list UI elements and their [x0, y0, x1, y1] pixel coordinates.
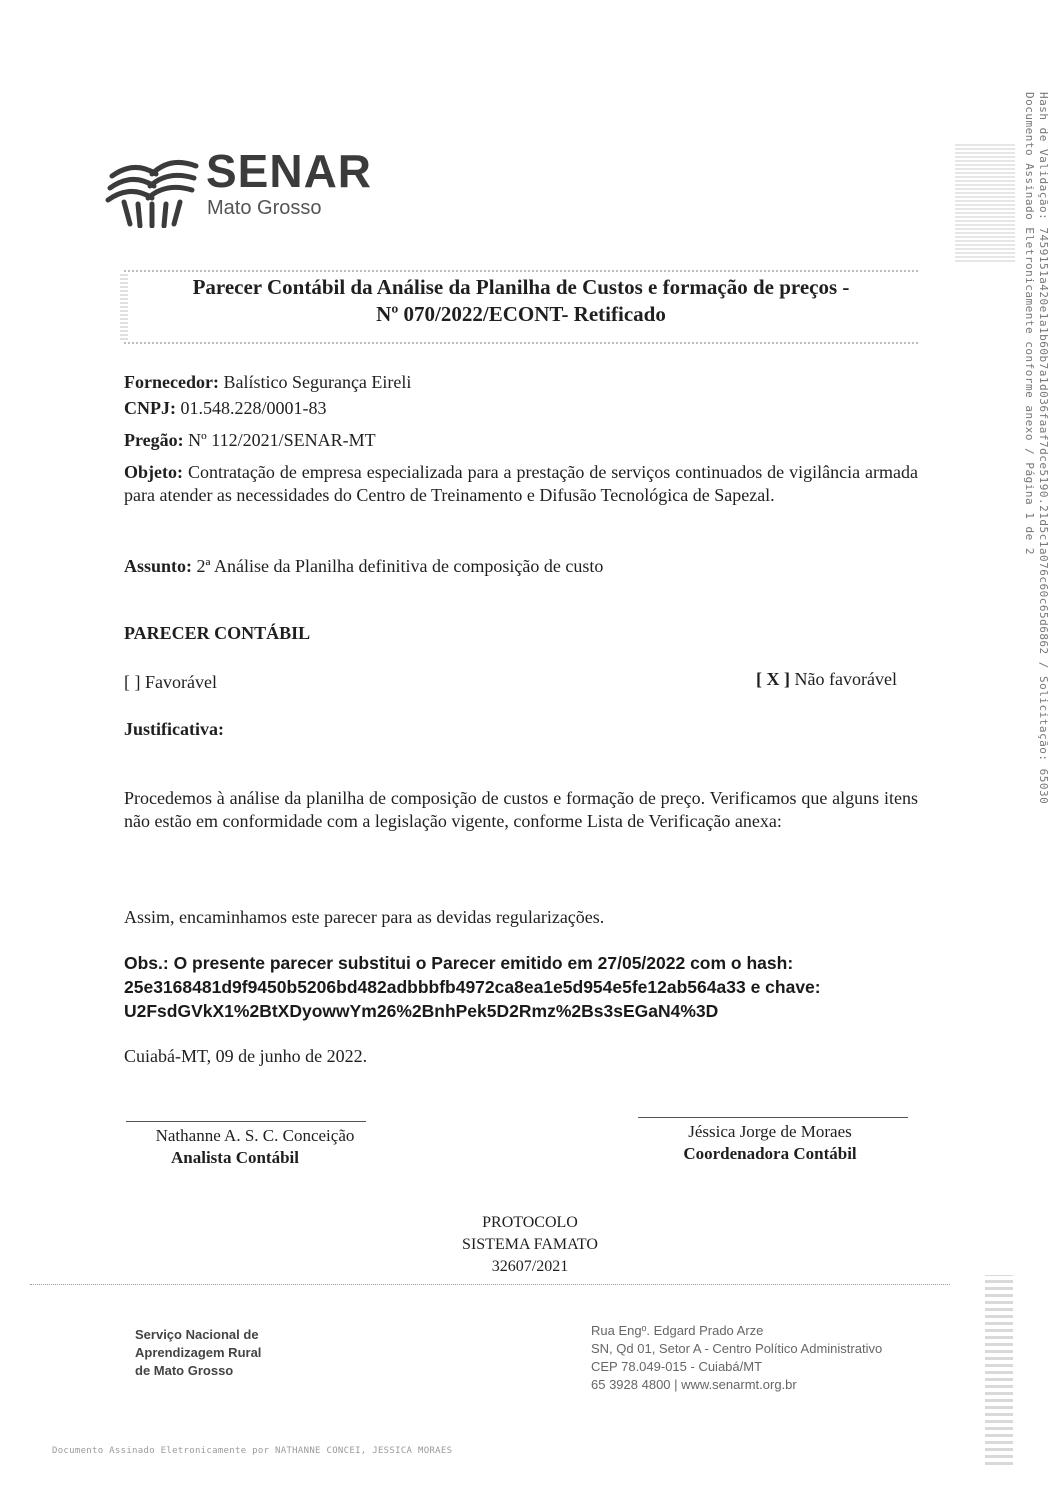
observation-block	[124, 951, 918, 1023]
footer-addr-line-3: CEP 78.049-015 - Cuiabá/MT	[591, 1359, 763, 1374]
signature-role-2: Coordenadora Contábil	[683, 1144, 857, 1163]
obs-line-3: U2FsdGVkX1%2BtXDyowwYm26%2BnhPek5D2Rmz%2Bs3sEGaN4%3D	[124, 1001, 719, 1021]
obs-line-1: Obs.: O presente parecer substitui o Parecer emitido em 27/05/2022 com o hash:	[124, 953, 794, 973]
footer-org-line-3: de Mato Grosso	[135, 1363, 234, 1378]
footer-addr-line-4: 65 3928 4800 | www.senarmt.org.br	[591, 1377, 797, 1392]
fornecedor-value: Balístico Segurança Eireli	[223, 372, 412, 392]
field-cnpj	[124, 397, 327, 420]
cnpj-value: 01.548.228/0001-83	[180, 398, 327, 418]
nao-favoravel-label: Não favorável	[794, 669, 897, 689]
option-favoravel: [ ] Favorável	[124, 672, 217, 692]
field-fornecedor	[124, 371, 411, 394]
footer-addr-line-2: SN, Qd 01, Setor A - Centro Político Administrativo	[591, 1341, 883, 1356]
signature-role-1: Analista Contábil	[171, 1148, 299, 1167]
protocol-line-2: SISTEMA FAMATO	[462, 1236, 598, 1253]
objeto-label: Objeto:	[124, 462, 183, 482]
validation-stamp	[1022, 92, 1050, 804]
footer-divider	[30, 1284, 950, 1285]
assunto-value: 2ª Análise da Planilha definitiva de composição de custo	[196, 556, 604, 576]
footer-org-line-2: Aprendizagem Rural	[135, 1345, 262, 1360]
field-pregao	[124, 429, 376, 452]
footer-address	[591, 1322, 882, 1394]
justificativa-paragraph-1: Procedemos à análise da planilha de composição de custos e formação de preço. Verificamos que alguns itens não estão em conformidade com a legislação vigente, conforme Lista de Verificação anexa:	[124, 788, 918, 831]
assunto-label: Assunto:	[124, 556, 193, 576]
justificativa-paragraph-2: Assim, encaminhamos este parecer para as devidas regularizações.	[124, 907, 605, 927]
option-nao-favoravel	[756, 668, 897, 691]
nao-favoravel-mark: [ X ]	[756, 669, 790, 689]
footer-addr-line-1: Rua Engº. Edgard Prado Arze	[591, 1323, 764, 1338]
electronic-signature-note: Documento Assinado Eletronicamente por NATHANNE CONCEI, JESSICA MORAES	[52, 1446, 453, 1456]
signature-line-1	[126, 1121, 366, 1122]
justificativa-label: Justificativa:	[124, 719, 224, 739]
pregao-value: Nº 112/2021/SENAR-MT	[188, 430, 376, 450]
cnpj-label: CNPJ:	[124, 398, 176, 418]
scan-artifact-side-bottom	[985, 1275, 1013, 1465]
objeto-value: Contratação de empresa especializada para a prestação de serviços continuados de vigilância armada para atender as necessidades do Centro de Treinamento e Difusão Tecnológica de Sapezal.	[124, 462, 918, 505]
footer-org-line-1: Serviço Nacional de	[135, 1327, 259, 1342]
protocol-line-1: PROTOCOLO	[482, 1214, 578, 1231]
signature-name-2: Jéssica Jorge de Moraes	[688, 1122, 852, 1141]
parecer-heading: PARECER CONTÁBIL	[124, 623, 311, 643]
signature-line-2	[638, 1117, 908, 1118]
validation-stamp-line-1: Hash de Validação: 7459151a420e1a1b60b7a1d036faaf7dce5190.21d5c1a076c60c65d6862 / Solicitação: 65030	[1037, 92, 1050, 805]
logo-name: SENAR	[206, 145, 373, 197]
logo-region: Mato Grosso	[207, 197, 322, 219]
signature-name-1: Nathanne A. S. C. Conceição	[155, 1126, 355, 1145]
pregao-label: Pregão:	[124, 430, 184, 450]
fornecedor-label: Fornecedor:	[124, 372, 219, 392]
field-assunto	[124, 555, 603, 578]
footer-organization	[135, 1326, 261, 1380]
validation-stamp-line-2: Documento Assinado Eletronicamente conforme anexo / Página 1 de 2	[1023, 92, 1036, 555]
document-title-line1: Parecer Contábil da Análise da Planilha de Custos e formação de preços -	[192, 275, 850, 299]
document-date: Cuiabá-MT, 09 de junho de 2022.	[124, 1046, 368, 1066]
obs-line-2: 25e3168481d9f9450b5206bd482adbbbfb4972ca8ea1e5d954e5fe12ab564a33 e chave:	[124, 977, 821, 997]
field-objeto	[124, 461, 918, 507]
document-title-line2: Nº 070/2022/ECONT- Retificado	[376, 302, 666, 326]
protocol-line-3: 32607/2021	[491, 1258, 569, 1275]
scan-artifact-side	[955, 142, 1015, 262]
senar-logo-icon	[104, 146, 202, 228]
